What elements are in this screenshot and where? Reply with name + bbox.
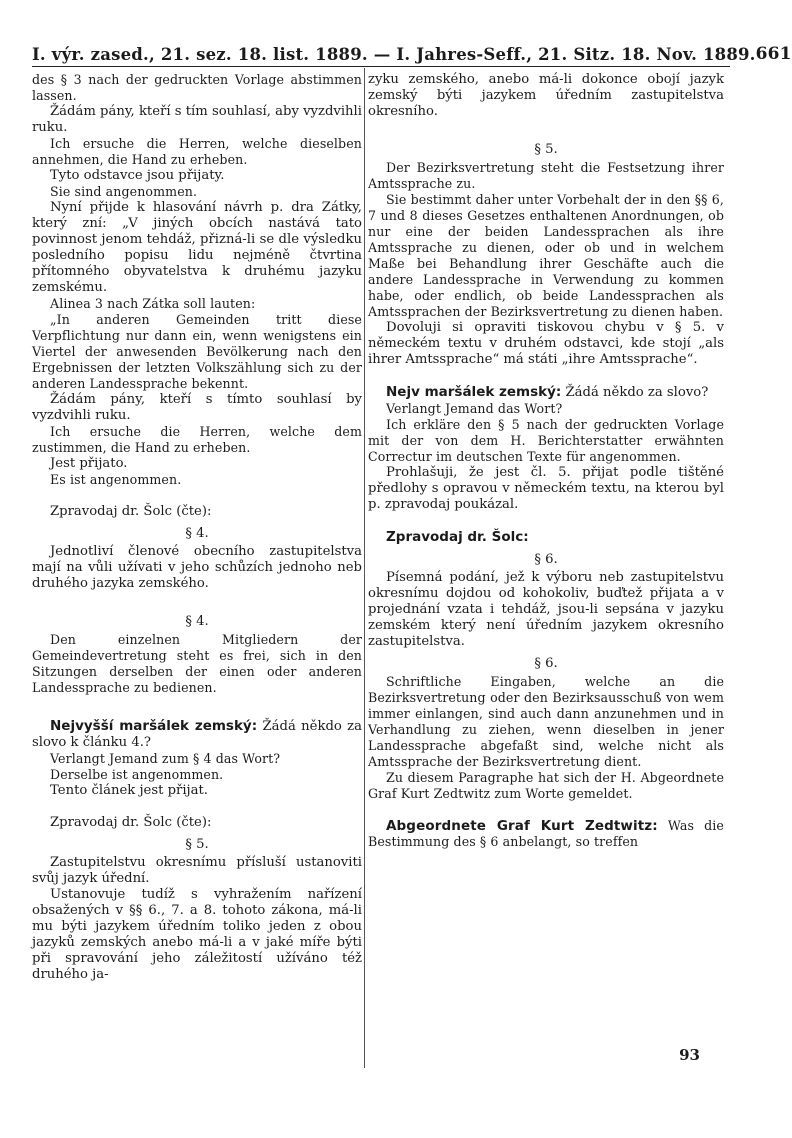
section-heading: § 6. — [534, 552, 558, 567]
paragraph: Verlangt Jemand das Wort? — [386, 401, 563, 416]
paragraph: Žádám pány, kteří s tímto souhlasí by vyzdvihli ruku. — [32, 392, 362, 423]
spacer — [32, 592, 362, 608]
spacer — [32, 696, 362, 718]
paragraph: Derselbe ist angenommen. — [50, 767, 224, 782]
speaker-text: Was die Bestimmung des § 6 anbelangt, so treffen — [368, 818, 724, 849]
speaker-name: Zpravodaj dr. Šolc: — [386, 529, 529, 545]
speaker-paragraph — [368, 384, 724, 401]
right-column — [368, 72, 724, 850]
paragraph: Tento článek jest přijat. — [50, 783, 209, 798]
speaker-paragraph — [32, 718, 362, 751]
paragraph: Písemná podání, jež k výboru neb zastupitelstvu okresnímu dojdou od kohokoliv, buďtež přijata a v projednání vzata i tehdáž, jsou-li sepsána v jazyku zemském který není úředním jazykem okresního zastupitelstva. — [368, 570, 724, 649]
paragraph: Sie bestimmt daher unter Vorbehalt der in den §§ 6, 7 und 8 dieses Gesetzes enthaltenen Anordnungen, ob nur eine der beiden Landessprachen als ihre Amtssprache zu dienen, oder ob und in welchem Maße bei Behandlung ihrer Geschäfte auch die andere Landessprache in Verwendung zu kommen habe, oder endlich, ob beide Landessprachen als Amtssprachen der Bezirksvertretung zu dienen haben. — [368, 192, 724, 319]
section-heading: § 4. — [185, 526, 209, 541]
paragraph: Ich erkläre den § 5 nach der gedruckten Vorlage mit der von dem H. Berichterstatter erwähnten Correctur im deutschen Texte für angenommen. — [368, 417, 724, 464]
paragraph: Ich ersuche die Herren, welche dieselben annehmen, die Hand zu erheben. — [32, 136, 362, 167]
paragraph: Zastupitelstvu okresnímu přísluší ustanoviti svůj jazyk úřední. — [32, 855, 362, 886]
spacer — [368, 120, 724, 136]
paragraph: Zpravodaj dr. Šolc (čte): — [50, 815, 212, 830]
paragraph: Alinea 3 nach Zátka soll lauten: — [50, 296, 256, 311]
spacer — [368, 368, 724, 384]
paragraph: Prohlašuji, že jest čl. 5. přijat podle tištěné předlohy s opravou v německém textu, na kterou byl p. zpravodaj poukázal. — [368, 465, 724, 512]
spacer — [32, 799, 362, 815]
spacer — [32, 488, 362, 504]
paragraph: Sie sind angenommen. — [50, 184, 198, 199]
paragraph: Ich ersuche die Herren, welche dem zustimmen, die Hand zu erheben. — [32, 424, 362, 455]
paragraph: Zpravodaj dr. Šolc (čte): — [50, 504, 212, 519]
paragraph: Den einzelnen Mitgliedern der Gemeindevertretung steht es frei, sich in den Sitzungen derselben der einen oder anderen Landessprache zu bedienen. — [32, 632, 362, 695]
speaker-name: Abgeordnete Graf Kurt Zedtwitz: — [386, 818, 658, 834]
speaker-name: Nejv maršálek zemský: — [386, 384, 562, 400]
page-number: 661 — [755, 44, 792, 64]
section-heading: § 4. — [185, 614, 209, 629]
paragraph: Jest přijato. — [50, 456, 128, 471]
paragraph: Jednotliví členové obecního zastupitelstva mají na vůli užívati v jeho schůzích jednoho neb druhého jazyka zemského. — [32, 544, 362, 591]
speaker-paragraph — [368, 529, 724, 546]
running-header — [32, 24, 792, 64]
paragraph: Ustanovuje tudíž s vyhražením nařízení obsažených v §§ 6., 7. a 8. tohoto zákona, má-li mu býti jazykem úředním toliko jeden z obou jazyků zemských anebo má-li a v jaké míře býti při spravování jeho záležitostí užíváno též druhého ja- — [32, 887, 362, 982]
spacer — [368, 802, 724, 818]
column-divider — [364, 68, 365, 1068]
paragraph: des § 3 nach der gedruckten Vorlage abstimmen lassen. — [32, 72, 362, 103]
paragraph: Dovoluji si opraviti tiskovou chybu v § 5. v německém textu v druhém odstavci, kde stojí „als ihrer Amtssprache“ má státi „ihre Amtssprache“. — [368, 320, 724, 367]
header-title: I. výr. zased., 21. sez. 18. list. 1889. — I. Jahres-Seff., 21. Sitz. 18. Nov. 1889. — [32, 45, 756, 64]
paragraph: Nyní přijde k hlasování návrh p. dra Zátky, který zní: „V jiných obcích nastává tato povinnost jenom tehdáž, přizná-li se dle výsledku posledního popisu lidu nejméně čtvrtina přítomného obyvatelstva k druhému jazyku zemskému. — [32, 200, 362, 295]
speaker-text: Žádá někdo za slovo? — [561, 385, 709, 400]
paragraph: zyku zemského, anebo má-li dokonce obojí jazyk zemský býti jazykem úředním zastupitelstva okresního. — [368, 72, 724, 119]
paragraph: Zu diesem Paragraphe hat sich der H. Abgeordnete Graf Kurt Zedtwitz zum Worte gemeldet. — [368, 770, 724, 801]
speaker-text: Žádá někdo za slovo k článku 4.? — [32, 719, 362, 750]
left-column — [32, 72, 362, 983]
speaker-paragraph — [368, 818, 724, 850]
paragraph: „In anderen Gemeinden tritt diese Verpflichtung nur dann ein, wenn wenigstens ein Viertel der anwesenden Bevölkerung nach den Ergebnissen der letzten Volkszählung sich zu der anderen Landessprache bekennt. — [32, 312, 362, 391]
paragraph: Der Bezirksvertretung steht die Festsetzung ihrer Amtssprache zu. — [368, 160, 724, 191]
section-heading: § 5. — [534, 142, 558, 157]
paragraph: Žádám pány, kteří s tím souhlasí, aby vyzdvihli ruku. — [32, 104, 362, 135]
paragraph: Es ist angenommen. — [50, 472, 182, 487]
header-rule — [32, 66, 730, 67]
spacer — [368, 513, 724, 529]
paragraph: Verlangt Jemand zum § 4 das Wort? — [50, 751, 281, 766]
signature-mark: 93 — [679, 1046, 700, 1064]
speaker-name: Nejvyšší maršálek zemský: — [50, 718, 258, 734]
paragraph: Schriftliche Eingaben, welche an die Bezirksvertretung oder den Bezirksausschuß von wem immer einlangen, sind auch dann anzunehmen und in Verhandlung zu ziehen, wenn dieselben in jener Landessprache abgefaßt sind, welche nicht als Amtssprache der Bezirksvertretung dient. — [368, 674, 724, 769]
section-heading: § 6. — [534, 656, 558, 671]
section-heading: § 5. — [185, 837, 209, 852]
paragraph: Tyto odstavce jsou přijaty. — [50, 168, 225, 183]
